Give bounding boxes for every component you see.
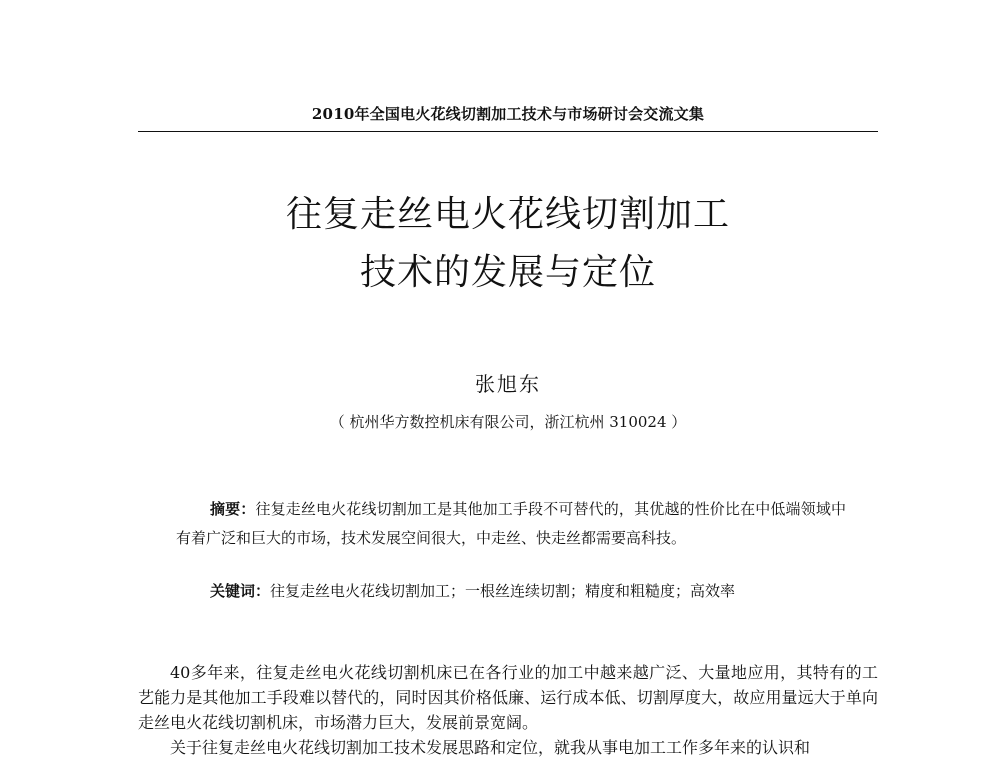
keywords-label: 关键词： [210, 582, 271, 600]
body-text [138, 660, 878, 760]
abstract [176, 495, 846, 553]
keywords-text: 往复走丝电火花线切割加工；一根丝连续切割；精度和粗糙度；高效率 [270, 582, 736, 600]
paper-title-line-2: 技术的发展与定位 [359, 252, 656, 293]
author-name: 张旭东 [475, 372, 541, 396]
body-paragraph-1: 40多年来，往复走丝电火花线切割机床已在各行业的加工中越来越广泛、大量地应用，其特有的工艺能力是其他加工手段难以替代的，同时因其价格低廉、运行成本低、切割厚度大，故应用量远大于单向走丝电火花线切割机床，市场潜力巨大，发展前景宽阔。 [138, 663, 878, 732]
abstract-text: 往复走丝电火花线切割加工是其他加工手段不可替代的，其优越的性价比在中低端领域中有着广泛和巨大的市场，技术发展空间很大，中走丝、快走丝都需要高科技。 [176, 500, 846, 547]
header-rule [138, 131, 878, 132]
abstract-label: 摘要： [210, 500, 256, 518]
author-affiliation: （ 杭州华方数控机床有限公司，浙江杭州 310024 ） [329, 413, 687, 431]
body-paragraph-2: 关于往复走丝电火花线切割加工技术发展思路和定位，就我从事电加工工作多年来的认识和 [170, 738, 811, 757]
paper-title-line-1: 往复走丝电火花线切割加工 [285, 194, 730, 235]
running-header: 2010年全国电火花线切割加工技术与市场研讨会交流文集 [311, 105, 705, 123]
keywords [210, 580, 850, 601]
